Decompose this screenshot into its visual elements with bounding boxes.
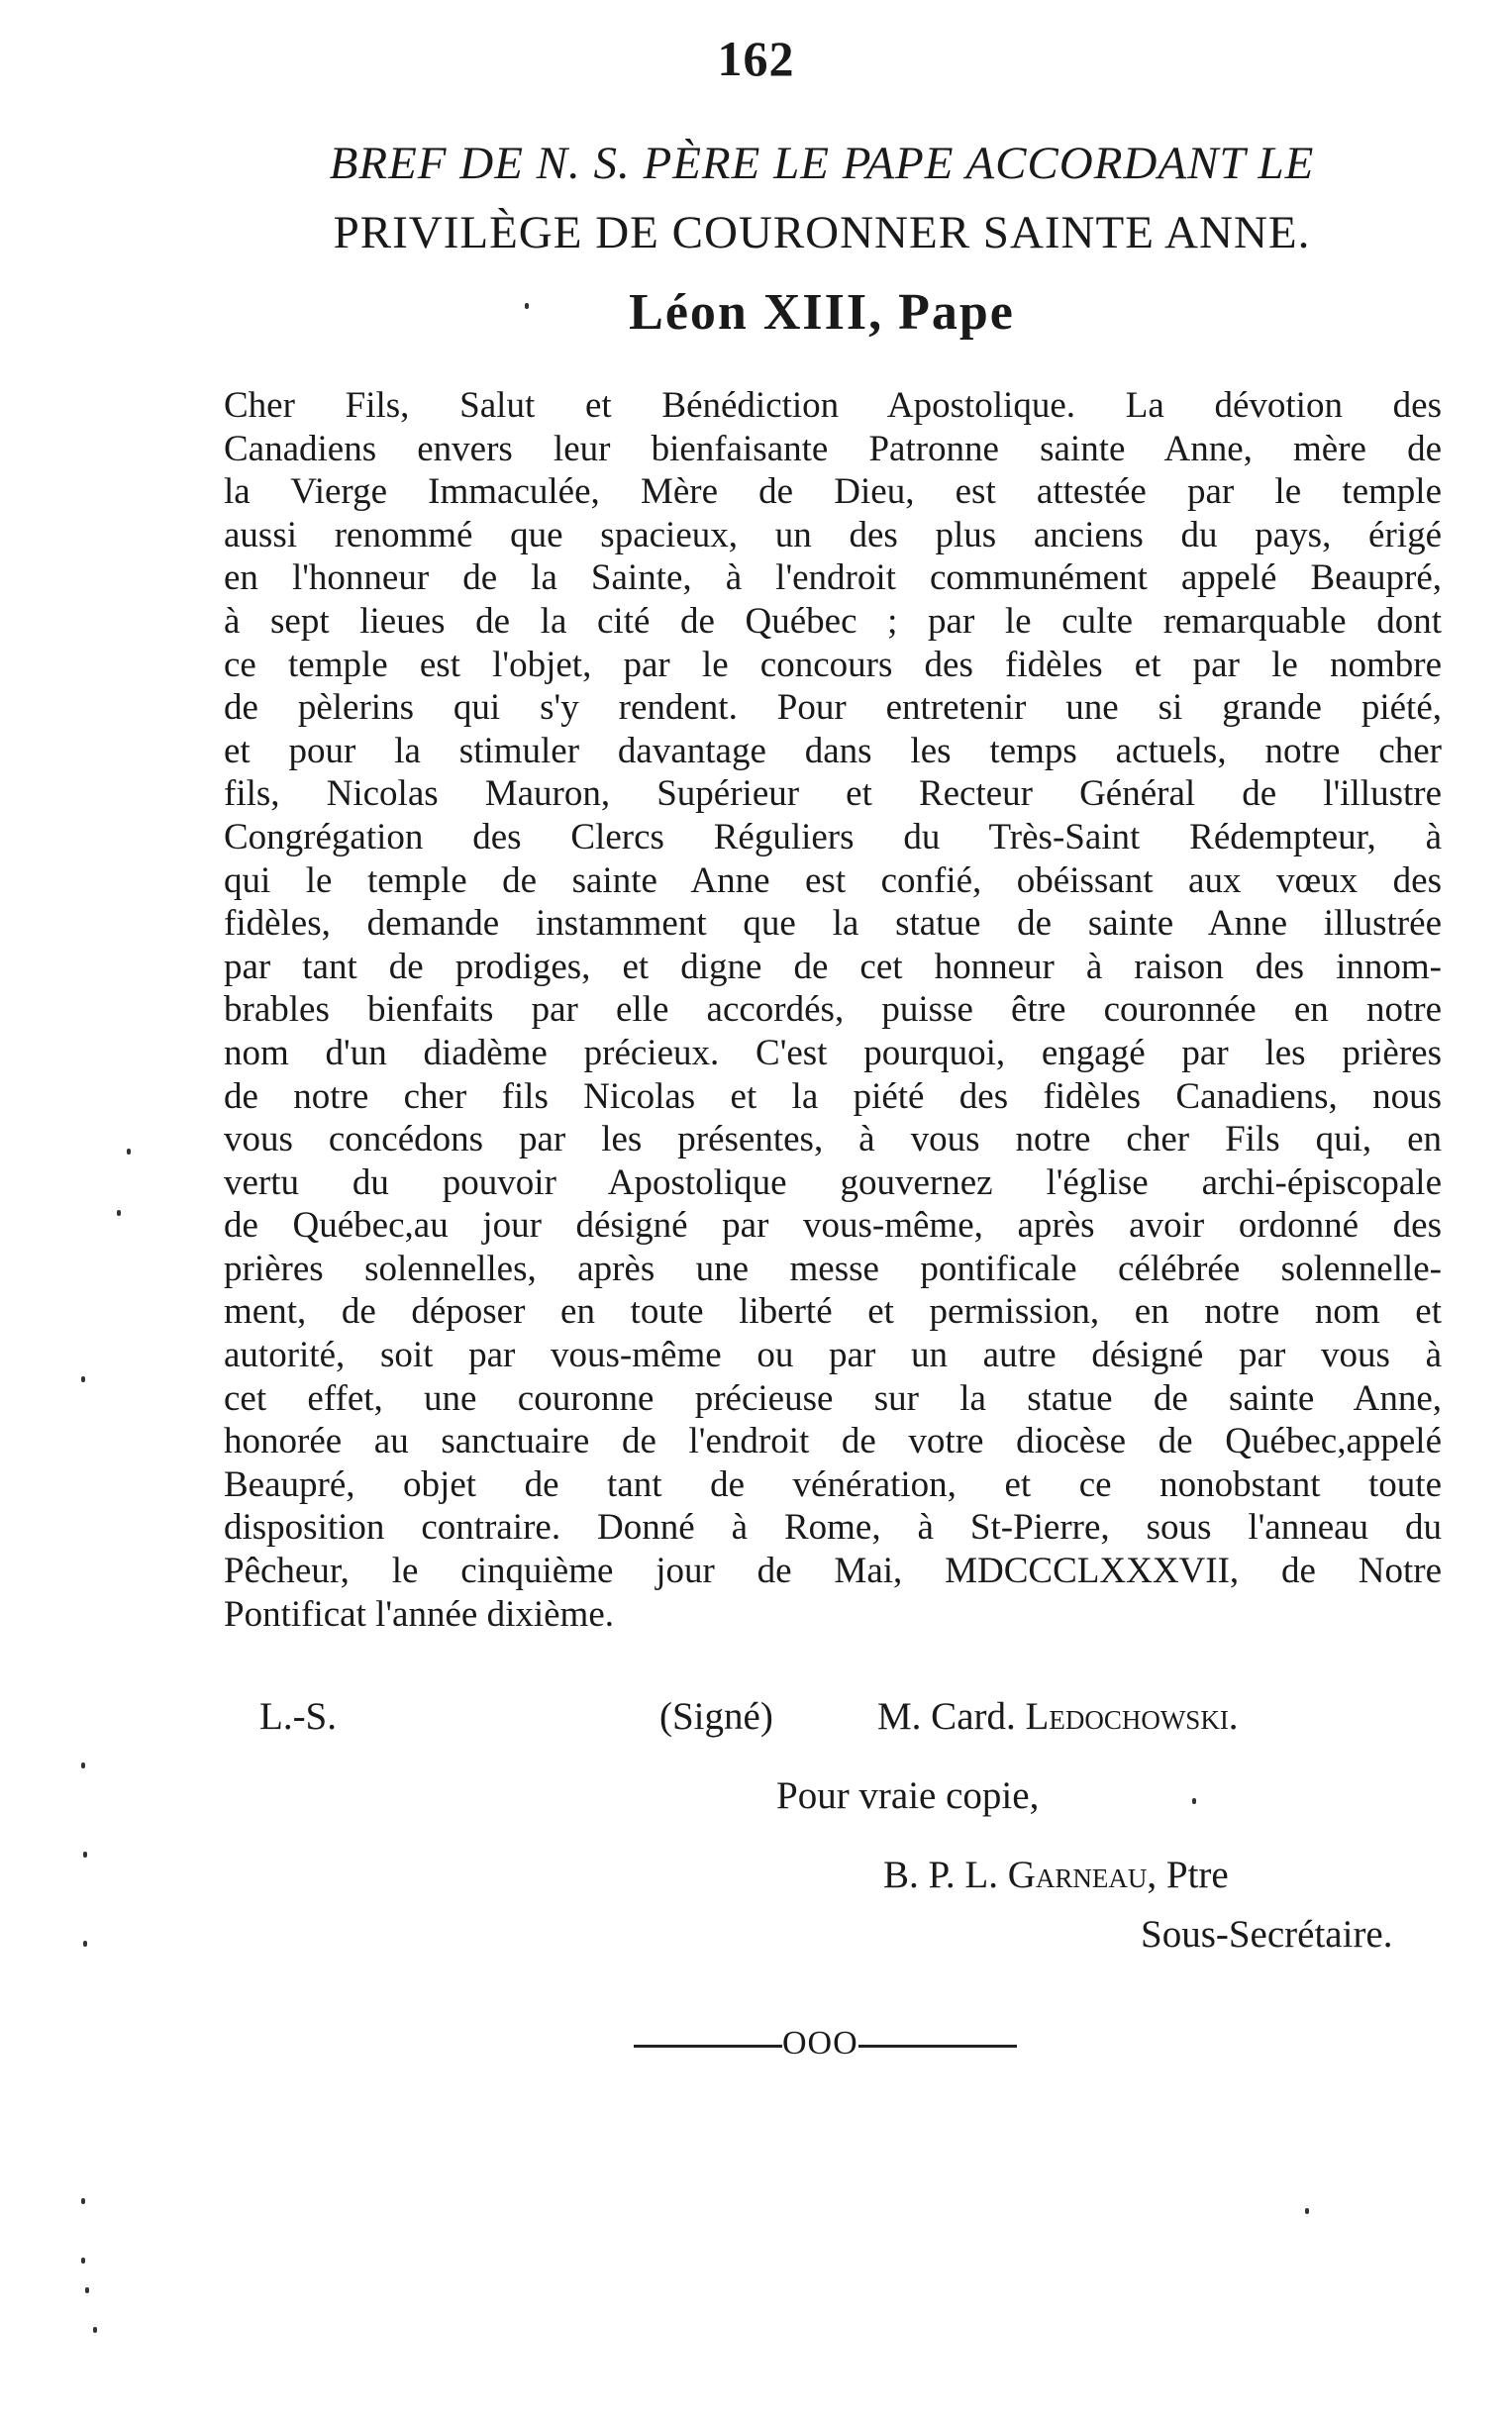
document-title-line-1: BREF DE N. S. PÈRE LE PAPE ACCORDANT LE [329, 138, 1315, 189]
document-title-line-2: PRIVILÈGE DE COURONNER SAINTE ANNE. [333, 207, 1311, 258]
body-line: fils, Nicolas Mauron, Supérieur et Recteur Général de l'illustre [224, 773, 1442, 815]
copier-name: Garneau, [1007, 1854, 1158, 1896]
body-line: nom d'un diadème précieux. C'est pourquoi, engagé par les prières [224, 1032, 1442, 1073]
cardinal-prefix: M. Card. [877, 1695, 1016, 1738]
copier-role: Sous-Secrétaire. [1141, 1913, 1393, 1956]
body-line: de Québec,au jour désigné par vous-même, après avoir ordonné des [224, 1205, 1442, 1247]
body-line: Cher Fils, Salut et Bénédiction Apostolique. La dévotion des [224, 385, 1442, 426]
body-line: vertu du pouvoir Apostolique gouvernez l'église archi-épiscopale [224, 1161, 1442, 1203]
signed-label: (Signé) [659, 1695, 773, 1738]
body-line: et pour la stimuler davantage dans les temps actuels, notre cher [224, 730, 1442, 771]
cardinal-signature [877, 1697, 1239, 1736]
body-line: en l'honneur de la Sainte, à l'endroit communément appelé Beaupré, [224, 557, 1442, 599]
scan-speck [1192, 1798, 1196, 1804]
body-line: fidèles, demande instamment que la statue de sainte Anne illustrée [224, 903, 1442, 945]
body-line: Canadiens envers leur bienfaisante Patronne sainte Anne, mère de [224, 428, 1442, 469]
scan-speck [81, 2198, 85, 2204]
scan-speck [81, 2258, 85, 2264]
body-line: la Vierge Immaculée, Mère de Dieu, est attestée par le temple [224, 471, 1442, 513]
body-line: Beaupré, objet de tant de vénération, et ce nonobstant toute [224, 1463, 1442, 1505]
section-divider [634, 2025, 1017, 2063]
body-line: autorité, soit par vous-même ou par un autre désigné par vous à [224, 1335, 1442, 1376]
divider-rule-left [634, 2045, 782, 2048]
body-line: de notre cher fils Nicolas et la piété des fidèles Canadiens, nous [224, 1075, 1442, 1117]
body-line: ment, de déposer en toute liberté et permission, en notre nom et [224, 1291, 1442, 1333]
page-number: 162 [717, 31, 795, 86]
body-line: cet effet, une couronne précieuse sur la statue de sainte Anne, [224, 1377, 1442, 1419]
divider-rule-right [858, 2045, 1017, 2048]
body-line: disposition contraire. Donné à Rome, à St-Pierre, sous l'anneau du [224, 1507, 1442, 1549]
body-line: Pontificat l'année dixième. [224, 1593, 615, 1635]
document-subtitle: Léon XIII, Pape [629, 284, 1015, 341]
body-text [224, 384, 1442, 1636]
body-line: de pèlerins qui s'y rendent. Pour entretenir une si grande piété, [224, 687, 1442, 729]
scan-speck [117, 1210, 121, 1216]
scan-speck [83, 1941, 87, 1947]
scan-speck [81, 1762, 85, 1768]
body-line: vous concédons par les présentes, à vous notre cher Fils qui, en [224, 1119, 1442, 1160]
body-line: ce temple est l'objet, par le concours des fidèles et par le nombre [224, 644, 1442, 685]
body-line: par tant de prodiges, et digne de cet honneur à raison des innom- [224, 946, 1442, 987]
scan-speck [83, 1852, 87, 1858]
body-line: honorée au sanctuaire de l'endroit de votre diocèse de Québec,appelé [224, 1421, 1442, 1462]
body-line: brables bienfaits par elle accordés, puisse être couronnée en notre [224, 989, 1442, 1031]
scan-speck [525, 303, 529, 309]
copier-signature [883, 1856, 1229, 1894]
body-line: qui le temple de sainte Anne est confié, obéissant aux vœux des [224, 859, 1442, 901]
scan-speck [85, 2287, 89, 2293]
copier-initials: B. P. L. [883, 1854, 998, 1896]
body-line: prières solennelles, après une messe pontificale célébrée solennelle- [224, 1248, 1442, 1289]
scan-speck [81, 1376, 85, 1382]
copier-title: Ptre [1165, 1854, 1229, 1896]
body-line: aussi renommé que spacieux, un des plus anciens du pays, érigé [224, 514, 1442, 555]
divider-ornament: OOO [782, 2025, 858, 2062]
body-line: Congrégation des Clercs Réguliers du Très-Saint Rédempteur, à [224, 816, 1442, 857]
seal-mark: L.-S. [259, 1695, 337, 1738]
scan-speck [93, 2327, 97, 2333]
cardinal-name: Ledochowski. [1025, 1695, 1239, 1738]
scan-speck [1305, 2208, 1309, 2214]
scan-speck [127, 1149, 131, 1155]
copy-note: Pour vraie copie, [776, 1774, 1040, 1817]
body-line: Pêcheur, le cinquième jour de Mai, MDCCCLXXXVII, de Notre [224, 1551, 1442, 1592]
body-line: à sept lieues de la cité de Québec ; par le culte remarquable dont [224, 600, 1442, 642]
